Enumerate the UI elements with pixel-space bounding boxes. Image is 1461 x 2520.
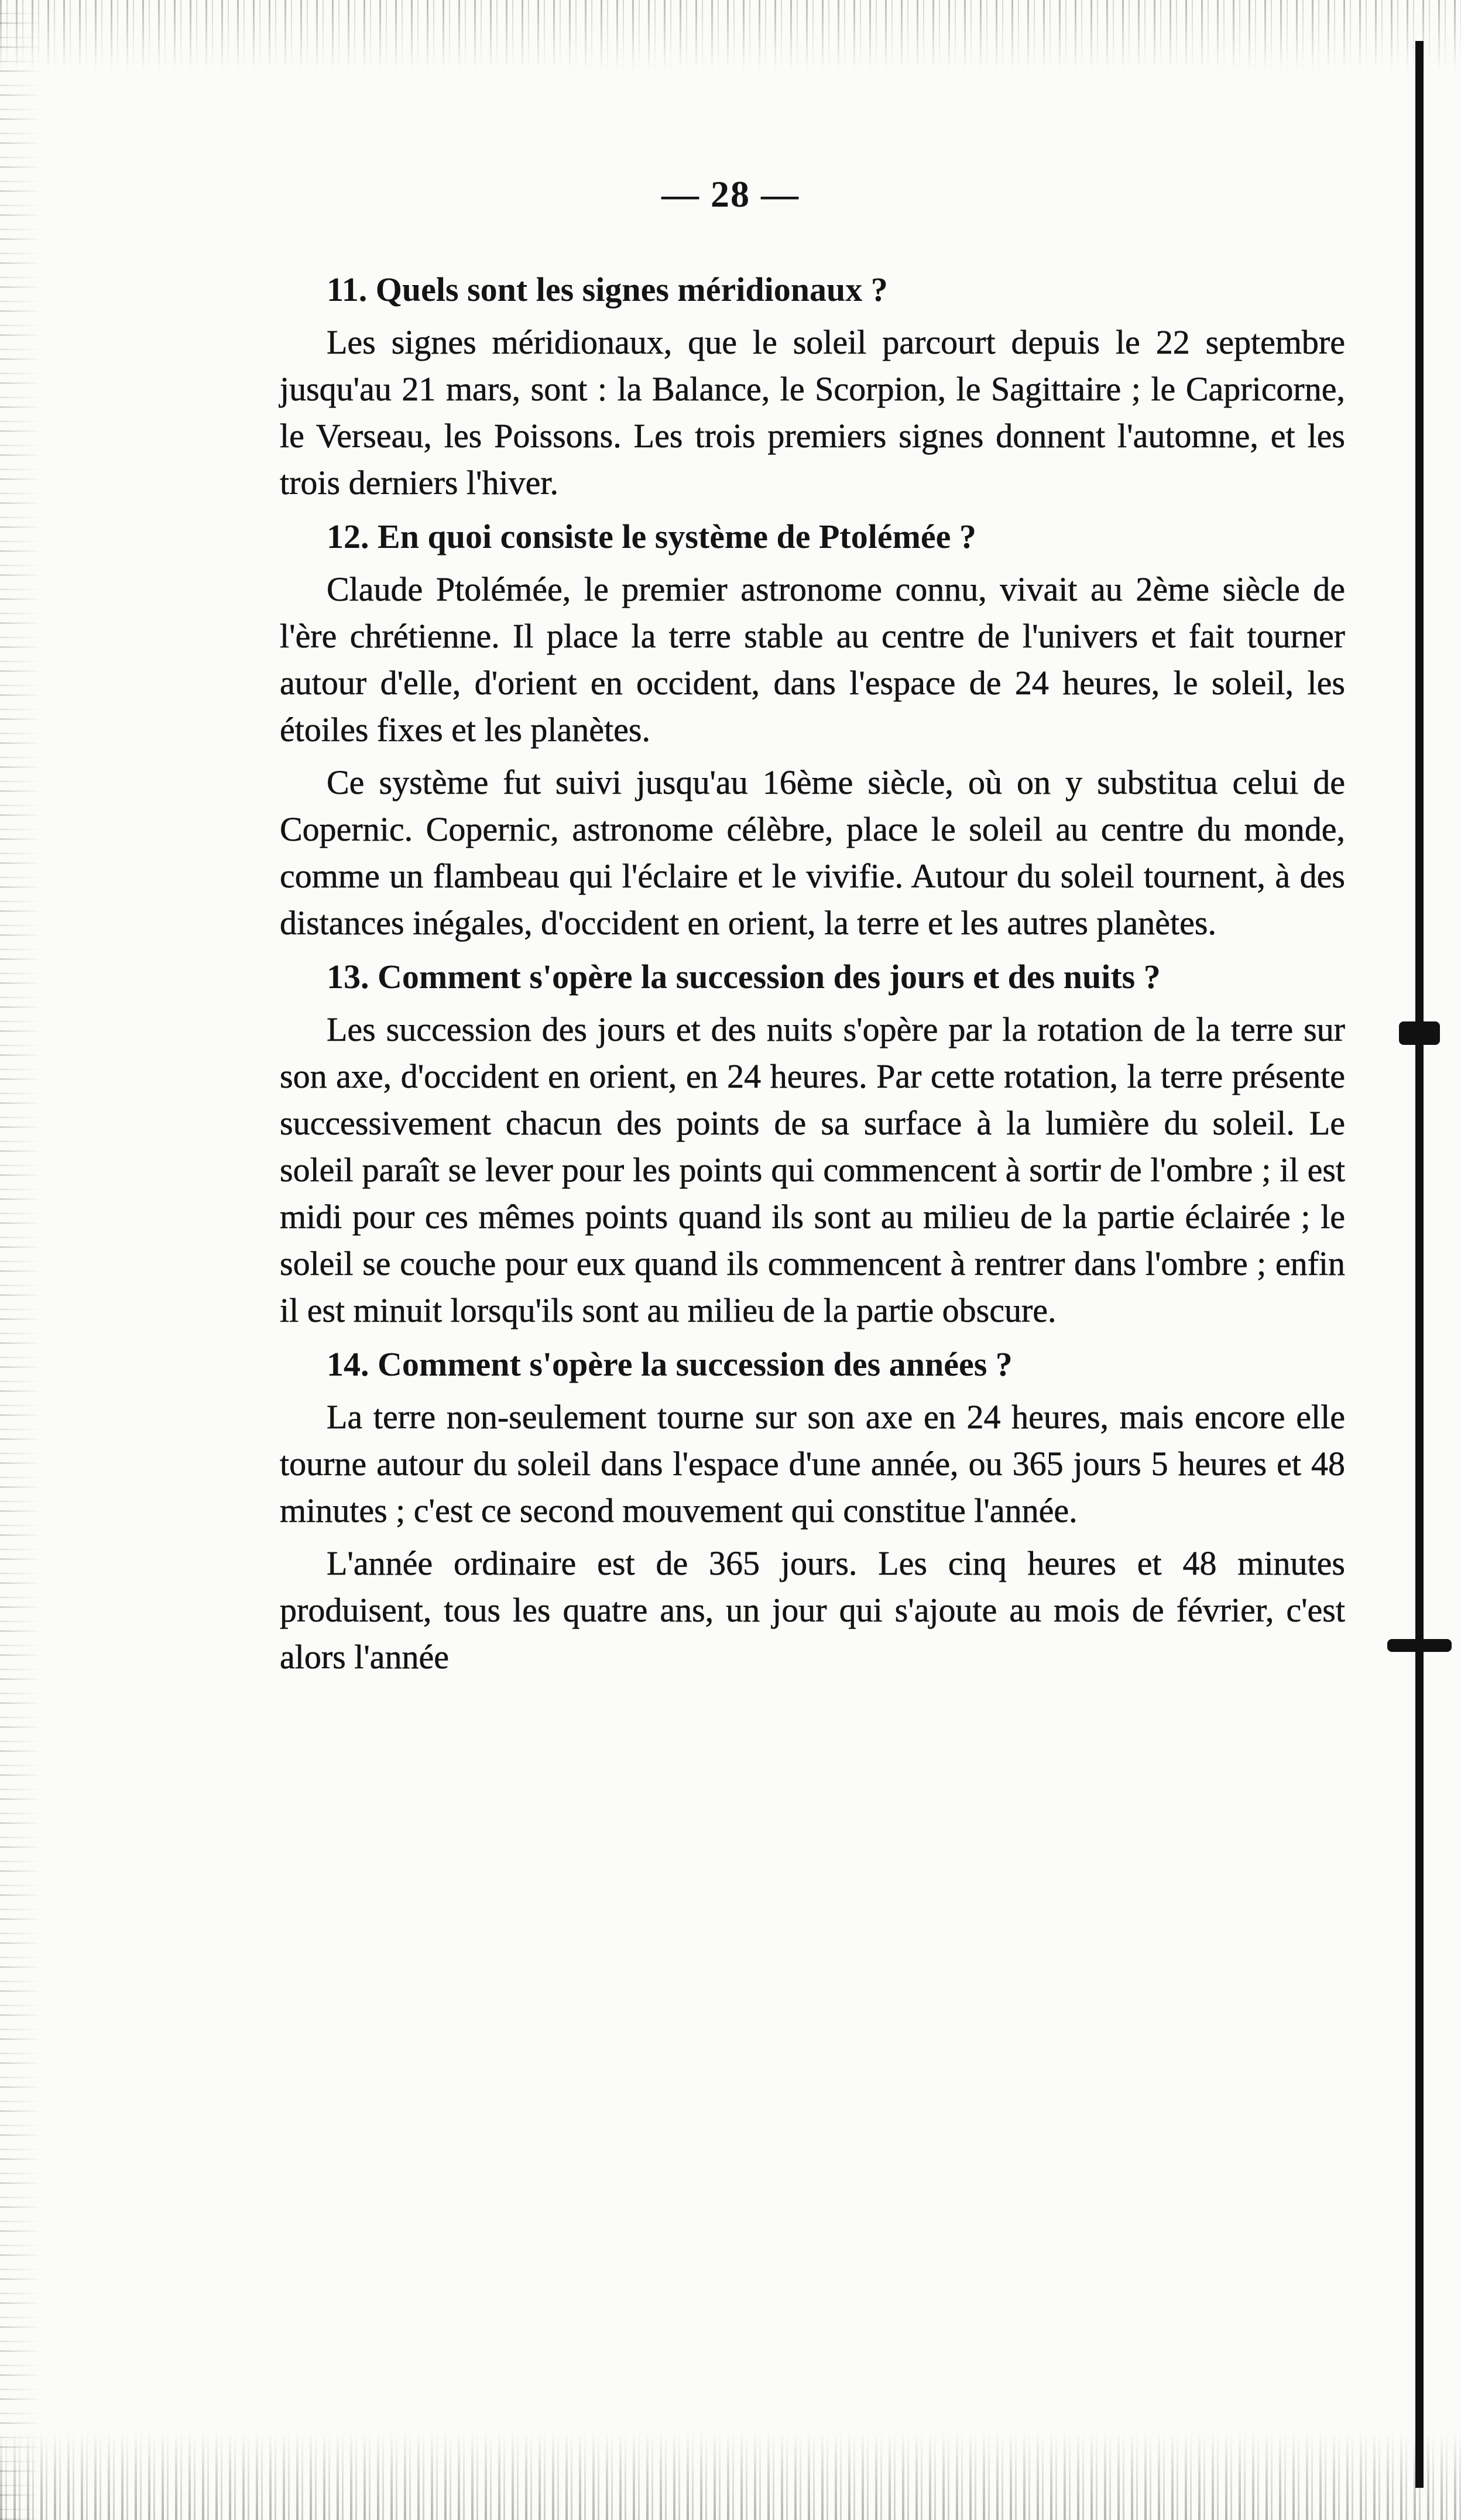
binding-mark (1387, 1639, 1452, 1652)
question-heading: 14. Comment s'opère la succession des années ? (327, 1345, 1013, 1383)
scan-edge-top (0, 0, 1461, 70)
page-body (280, 266, 1345, 1681)
question-heading: 13. Comment s'opère la succession des jours et des nuits ? (327, 958, 1161, 996)
answer-paragraph: Les signes méridionaux, que le soleil parcourt depuis le 22 septembre jusqu'au 21 mars, sont : la Balance, le Scorpion, le Sagittaire ; le Capricorne, le Verseau, les Poissons. Les trois premiers signes donnent l'automne, et les trois derniers l'hiver. (280, 323, 1345, 502)
question-heading: 11. Quels sont les signes méridionaux ? (327, 270, 888, 308)
binding-mark (1399, 1021, 1440, 1045)
answer-paragraph: L'année ordinaire est de 365 jours. Les cinq heures et 48 minutes produisent, tous les quatre ans, un jour qui s'ajoute au mois de février, c'est alors l'année (280, 1544, 1345, 1676)
answer-paragraph: La terre non-seulement tourne sur son axe en 24 heures, mais encore elle tourne autour du soleil dans l'espace d'une année, ou 365 jours 5 heures et 48 minutes ; c'est ce second mouvement qui constitue l'année. (280, 1398, 1345, 1530)
question-heading: 12. En quoi consiste le système de Ptolémée ? (327, 517, 976, 556)
scan-edge-left (0, 0, 41, 2520)
answer-paragraph: Les succession des jours et des nuits s'opère par la rotation de la terre sur son axe, d'occident en orient, en 24 heures. Par cette rotation, la terre présente successivement chacun des points de sa surface à la lumière du soleil. Le soleil paraît se lever pour les points qui commencent à sortir de l'ombre ; il est midi pour ces mêmes points quand ils sont au milieu de la partie éclairée ; le soleil se couche pour eux quand ils commencent à rentrer dans l'ombre ; enfin il est minuit lorsqu'ils sont au milieu de la partie obscure. (280, 1010, 1345, 1329)
page-number: — 28 — (661, 173, 800, 215)
scan-edge-bottom (0, 2432, 1461, 2520)
binding-rule (1415, 41, 1424, 2488)
answer-paragraph: Claude Ptolémée, le premier astronome connu, vivait au 2ème siècle de l'ère chrétienne. Il place la terre stable au centre de l'univers et fait tourner autour d'elle, d'orient en occident, dans l'espace de 24 heures, le soleil, les étoiles fixes et les planètes. (280, 570, 1345, 749)
answer-paragraph: Ce système fut suivi jusqu'au 16ème siècle, où on y substitua celui de Copernic. Copernic, astronome célèbre, place le soleil au centre du monde, comme un flambeau qui l'éclaire et le vivifie. Autour du soleil tournent, à des distances inégales, d'occident en orient, la terre et les autres planètes. (280, 763, 1345, 942)
